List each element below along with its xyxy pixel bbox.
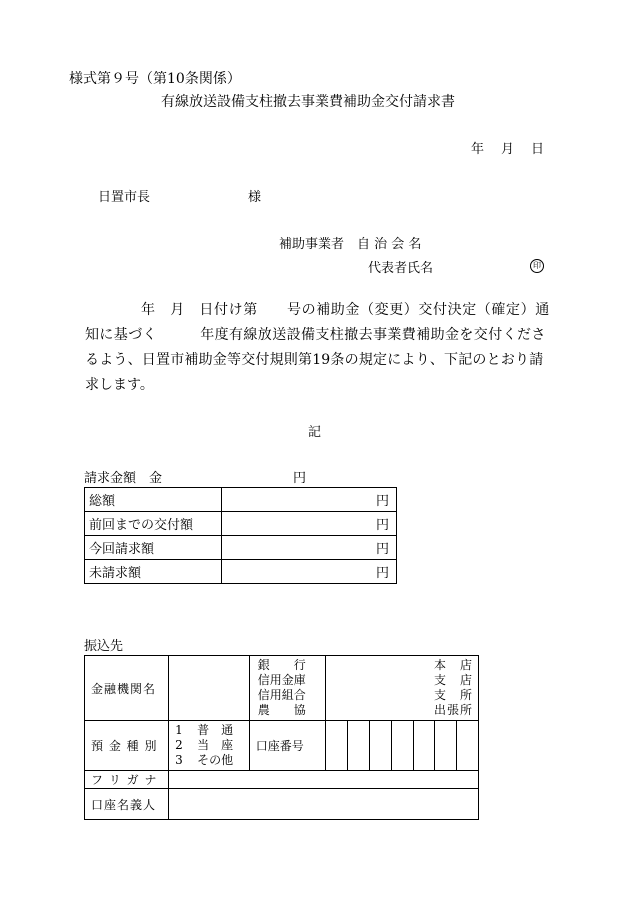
amount-table <box>84 487 397 584</box>
institution-label: 金融機関名 <box>85 656 169 721</box>
seal-mark: 印 <box>530 259 544 273</box>
form-number: 様式第９号（第10条関係） <box>69 71 241 87</box>
furigana-field[interactable] <box>169 771 479 789</box>
representative-label: 代表者氏名 <box>368 261 434 276</box>
table-row <box>85 488 397 512</box>
amount-row-value[interactable]: 円 <box>222 488 397 512</box>
institution-type: 農 協 <box>257 703 306 717</box>
table-row <box>85 536 397 560</box>
account-digit[interactable] <box>457 721 479 771</box>
request-body <box>85 298 560 398</box>
deposit-type-name: その他 <box>197 753 234 767</box>
deposit-types[interactable] <box>169 721 250 771</box>
institution-type: 銀 行 <box>257 658 306 672</box>
body-line: るよう、日置市補助金等交付規則第19条の規定により、下記のとおり請 <box>85 352 544 368</box>
furigana-label: フ リ ガ ナ <box>85 771 169 789</box>
holder-label: 口座名義人 <box>85 789 169 820</box>
amount-row-label: 今回請求額 <box>85 536 222 560</box>
addressee-suffix: 様 <box>248 190 262 205</box>
deposit-type-number: 1 <box>175 723 183 737</box>
addressee: 日置市長 <box>98 190 151 205</box>
amount-row-value[interactable]: 円 <box>222 560 397 584</box>
amount-row-label: 総額 <box>85 488 222 512</box>
branch-type: 出張所 <box>434 703 472 717</box>
account-digit[interactable] <box>348 721 370 771</box>
table-row <box>85 721 479 771</box>
deposit-type-name: 普 通 <box>197 723 234 737</box>
account-number-label: 口座番号 <box>249 721 326 771</box>
table-row <box>85 789 479 820</box>
table-row <box>85 656 479 721</box>
amount-row-value[interactable]: 円 <box>222 536 397 560</box>
body-line: 年 月 日付け第 号の補助金（変更）交付決定（確定）通 <box>141 302 550 318</box>
account-digit[interactable] <box>326 721 348 771</box>
institution-name-field[interactable] <box>169 656 250 721</box>
deposit-type-name: 当 座 <box>197 738 234 752</box>
body-line: 求します。 <box>85 377 154 393</box>
deposit-type-label: 預 金 種 別 <box>85 721 169 771</box>
table-row <box>85 771 479 789</box>
amount-row-label: 前回までの交付額 <box>85 512 222 536</box>
document-title: 有線放送設備支柱撤去事業費補助金交付請求書 <box>161 94 455 110</box>
account-digit[interactable] <box>391 721 413 771</box>
table-row <box>85 560 397 584</box>
account-digit[interactable] <box>413 721 435 771</box>
branch-type: 本店 <box>434 658 472 672</box>
bank-heading: 振込先 <box>84 639 124 654</box>
amount-row-label: 未請求額 <box>85 560 222 584</box>
deposit-type-number: 2 <box>175 738 183 752</box>
institution-type: 信用金庫 <box>257 673 306 687</box>
bank-table <box>84 655 479 820</box>
branch-types[interactable] <box>326 656 479 721</box>
claim-amount-unit: 円 <box>293 471 307 486</box>
table-row <box>85 512 397 536</box>
claim-amount-label: 請求金額 金 <box>84 471 163 486</box>
branch-type: 支店 <box>434 673 472 687</box>
institution-type: 信用組合 <box>257 688 306 702</box>
branch-type: 支所 <box>434 688 472 702</box>
account-digit[interactable] <box>435 721 457 771</box>
holder-field[interactable] <box>169 789 479 820</box>
account-digit[interactable] <box>370 721 392 771</box>
institution-types <box>249 656 326 721</box>
ki-heading: 記 <box>308 425 322 440</box>
applicant-label: 補助事業者 自 治 会 名 <box>279 237 422 252</box>
amount-row-value[interactable]: 円 <box>222 512 397 536</box>
date-line: 年 月 日 <box>471 142 547 157</box>
deposit-type-number: 3 <box>175 753 183 767</box>
body-line: 知に基づく 年度有線放送設備支柱撤去事業費補助金を交付くださ <box>85 327 546 343</box>
